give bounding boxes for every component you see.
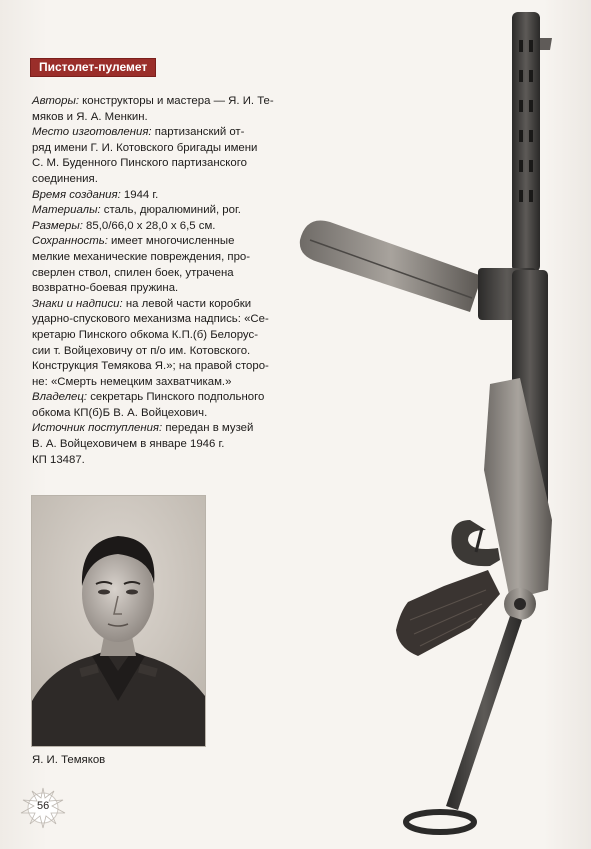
- line: Конструкция Темякова Я.»; на правой сторо-: [32, 360, 269, 373]
- portrait-photo: [31, 495, 206, 747]
- line: сверлен ствол, спилен боек, утрачена: [32, 266, 234, 279]
- line: КП 13487.: [32, 453, 85, 466]
- page-number-badge: [18, 786, 68, 830]
- line: сии т. Войцеховичу от п/о им. Котовского.: [32, 344, 251, 357]
- line: Размеры: 85,0/66,0 х 28,0 х 6,5 см.: [32, 219, 216, 232]
- line: Материалы: сталь, дюралюминий, рог.: [32, 204, 241, 217]
- line: кретарю Пинского обкома К.П.(б) Белорус-: [32, 328, 258, 341]
- line: ударно-спускового механизма надпись: «Се-: [32, 313, 269, 326]
- submachine-gun-image: [280, 0, 591, 849]
- line: Владелец: секретарь Пинского подпольного: [32, 391, 265, 404]
- line: мяков и Я. А. Менкин.: [32, 110, 148, 123]
- line: Источник поступления: передан в музей: [32, 422, 254, 435]
- section-title: Пистолет-пулемет: [30, 58, 156, 77]
- line: Сохранность: имеет многочисленные: [32, 235, 235, 248]
- line: Время создания: 1944 г.: [32, 188, 159, 201]
- portrait-image: [32, 496, 205, 746]
- line: С. М. Буденного Пинского партизанского: [32, 157, 247, 170]
- line: не: «Смерть немецким захватчикам.»: [32, 375, 232, 388]
- line: возвратно-боевая пружина.: [32, 282, 179, 295]
- description-text: [32, 94, 300, 468]
- line: соединения.: [32, 172, 98, 185]
- line: ряд имени Г. И. Котовского бригады имени: [32, 141, 258, 154]
- line: мелкие механические повреждения, про-: [32, 250, 251, 263]
- line: обкома КП(б)Б В. А. Войцехович.: [32, 406, 208, 419]
- line: Знаки и надписи: на левой части коробки: [32, 297, 252, 310]
- line: Авторы: конструкторы и мастера — Я. И. Те-: [32, 95, 274, 107]
- photo-caption: Я. И. Темяков: [32, 754, 106, 766]
- page-number: 56: [37, 800, 50, 812]
- line: В. А. Войцеховичем в январе 1946 г.: [32, 438, 225, 451]
- line: Место изготовления: партизанский от-: [32, 126, 245, 139]
